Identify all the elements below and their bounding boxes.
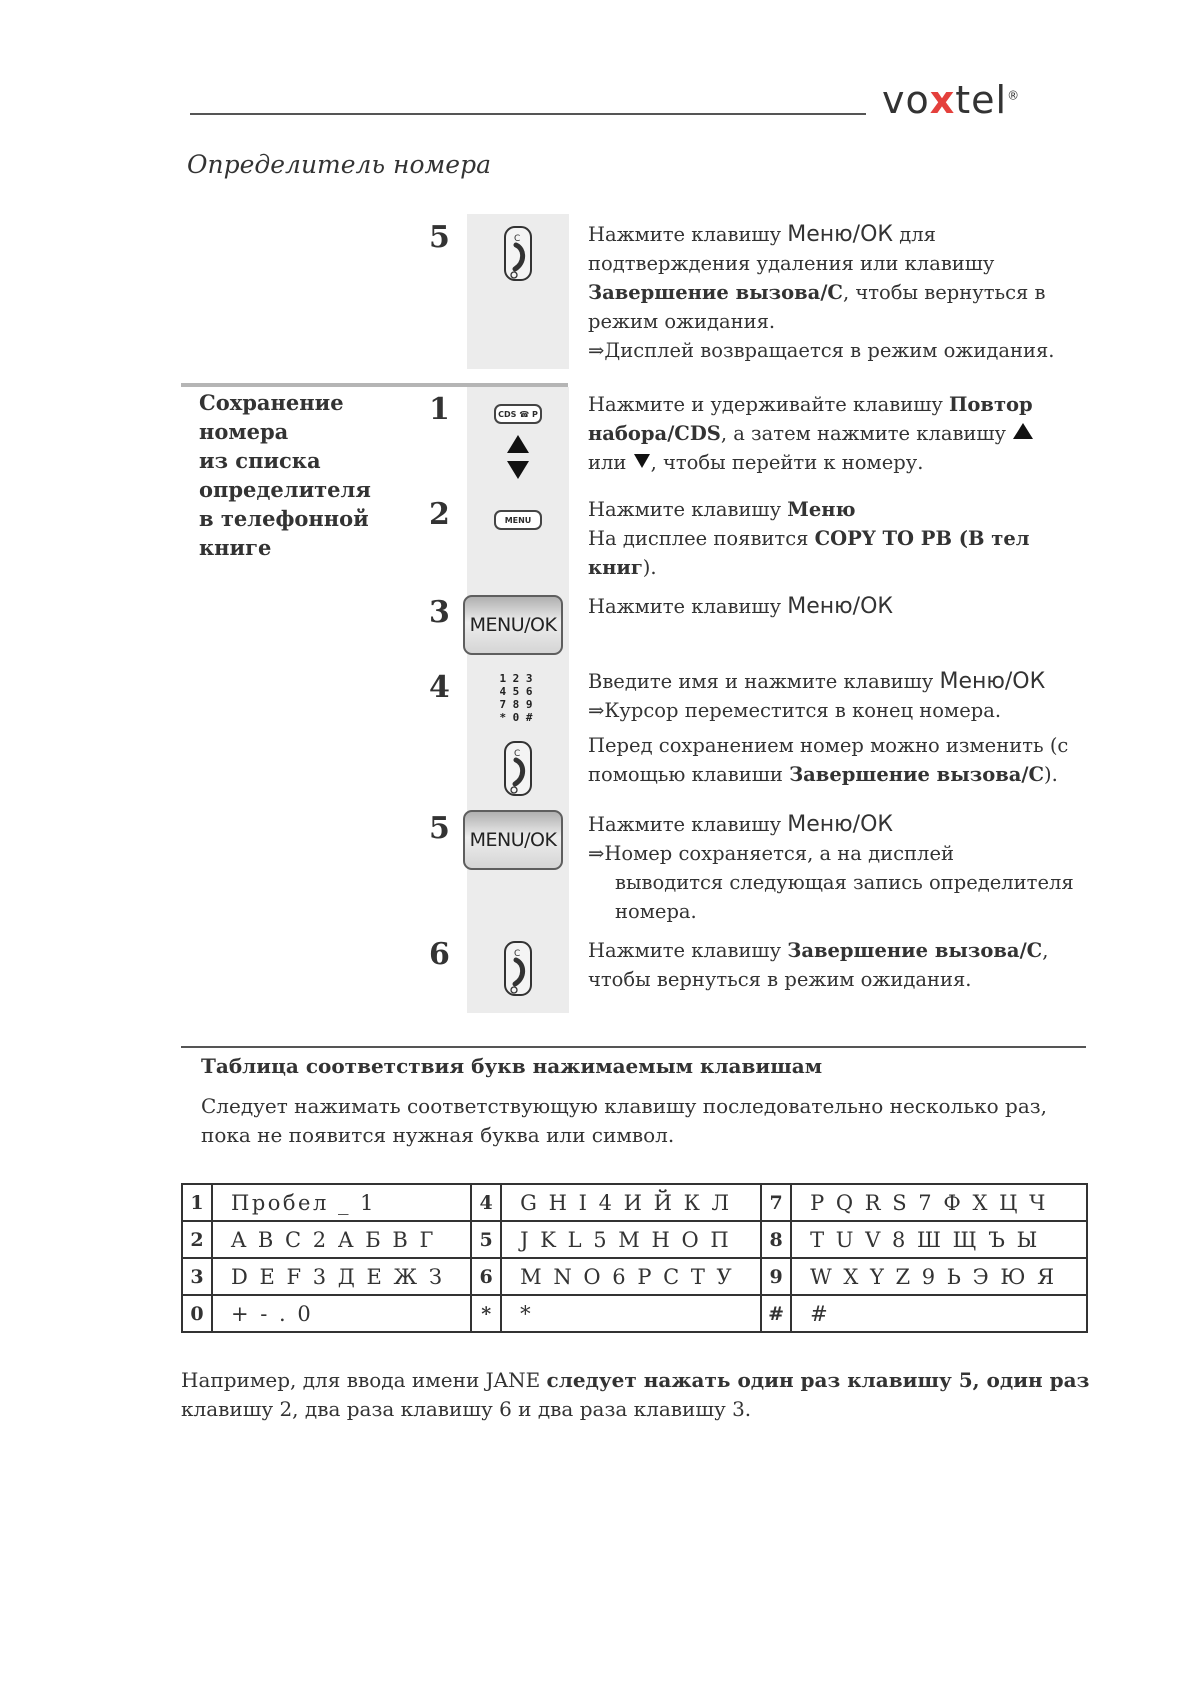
end-call-key-icon [503,940,535,998]
step-number: 4 [429,670,450,705]
menu-ok-key-icon: MENU/OK [463,810,563,870]
header-rule [190,113,866,115]
key-cell: 5 [471,1221,501,1258]
section-title: Определитель номера [187,150,491,179]
chars-cell: W X Y Z 9 Ь Э Ю Я [791,1258,1087,1295]
step-number: 5 [429,220,450,255]
key-cell: 2 [182,1221,212,1258]
key-cell: 0 [182,1295,212,1332]
step-6-text: Нажмите клавишу Завершение вызова/С, чтобы вернуться в режим ожидания. [588,939,1049,991]
key-cell: 4 [471,1184,501,1221]
key-cell: 7 [761,1184,791,1221]
step-number: 5 [429,811,450,846]
chars-cell: G H I 4 И Й К Л [501,1184,761,1221]
up-down-arrows-icon [506,433,530,481]
step-number: 6 [429,937,450,972]
chars-cell: J K L 5 М Н О П [501,1221,761,1258]
up-arrow-icon [1012,422,1034,440]
chars-cell: Пробел _ 1 [212,1184,471,1221]
step-5-text: Нажмите клавишу Меню/ОК ⇒Номер сохраняется, а на дисплей выводится следующая запись определителя номера. [588,812,1074,923]
example-text: Например, для ввода имени JANE следует нажать один раз клавишу 5, один раз клавишу 2, два раза клавишу 6 и два раза клавишу 3. [181,1368,1090,1421]
key-cell: 1 [182,1184,212,1221]
step-number: 3 [429,595,450,630]
key-cell: 9 [761,1258,791,1295]
step-1-text: Нажмите и удерживайте клавишу Повтор набора/CDS, а затем нажмите клавишу или , чтобы перейти к номеру. [588,393,1033,474]
redial-cds-key-icon: CDS ☎ P [494,404,542,424]
step-2-text: Нажмите клавишу Меню На дисплее появится COPY TO PB (В тел книг). [588,498,1030,579]
section-separator [181,383,568,387]
table-row [182,1295,1087,1332]
chars-cell: A B C 2 А Б В Г [212,1221,471,1258]
key-cell: 6 [471,1258,501,1295]
procedure-label: Сохранение номера из списка определителя в телефонной книге [199,390,371,560]
chars-cell: * [501,1295,761,1332]
chars-cell: # [791,1295,1087,1332]
numeric-keypad-icon: 1 2 3 4 5 6 7 8 9 * 0 # [499,672,533,724]
chars-cell: M N O 6 Р С Т У [501,1258,761,1295]
chars-cell: D E F 3 Д Е Ж З [212,1258,471,1295]
key-cell: 3 [182,1258,212,1295]
svg-text:C: C [514,949,521,959]
letters-table [181,1183,1088,1333]
letters-table-description: Следует нажимать соответствующую клавишу последовательно несколько раз, пока не появится нужная буква или символ. [201,1094,1048,1147]
step-3-text: Нажмите клавишу Меню/ОК [588,594,894,619]
top-step-text: Нажмите клавишу Меню/ОК для подтверждения удаления или клавишу Завершение вызова/С, чтобы вернуться в режим ожидания. ⇒Дисплей возвращается в режим ожидания. [588,222,1055,362]
menu-key-icon: MENU [494,510,542,530]
step-number: 2 [429,497,450,532]
menu-ok-key-icon: MENU/OK [463,595,563,655]
step-number: 1 [429,392,450,427]
key-cell: 8 [761,1221,791,1258]
key-cell: # [761,1295,791,1332]
down-arrow-icon [633,453,651,469]
table-row [182,1221,1087,1258]
end-call-key-icon [503,740,535,798]
step-4-text: Введите имя и нажмите клавишу Меню/ОК ⇒Курсор переместится в конец номера. Перед сохранением номер можно изменить (с помощью клавиши Завершение вызова/С). [588,669,1069,786]
table-row [182,1258,1087,1295]
chars-cell: + - . 0 [212,1295,471,1332]
table-row [182,1184,1087,1221]
table-section-rule [181,1046,1086,1048]
end-call-key-icon [503,225,535,283]
chars-cell: P Q R S 7 Ф Х Ц Ч [791,1184,1087,1221]
svg-text:C: C [514,749,521,759]
svg-text:C: C [514,234,521,244]
letters-table-title: Таблица соответствия букв нажимаемым клавишам [201,1054,823,1078]
key-cell: * [471,1295,501,1332]
voxtel-logo: voxtel® [882,78,1021,122]
chars-cell: T U V 8 Ш Щ Ъ Ы [791,1221,1087,1258]
